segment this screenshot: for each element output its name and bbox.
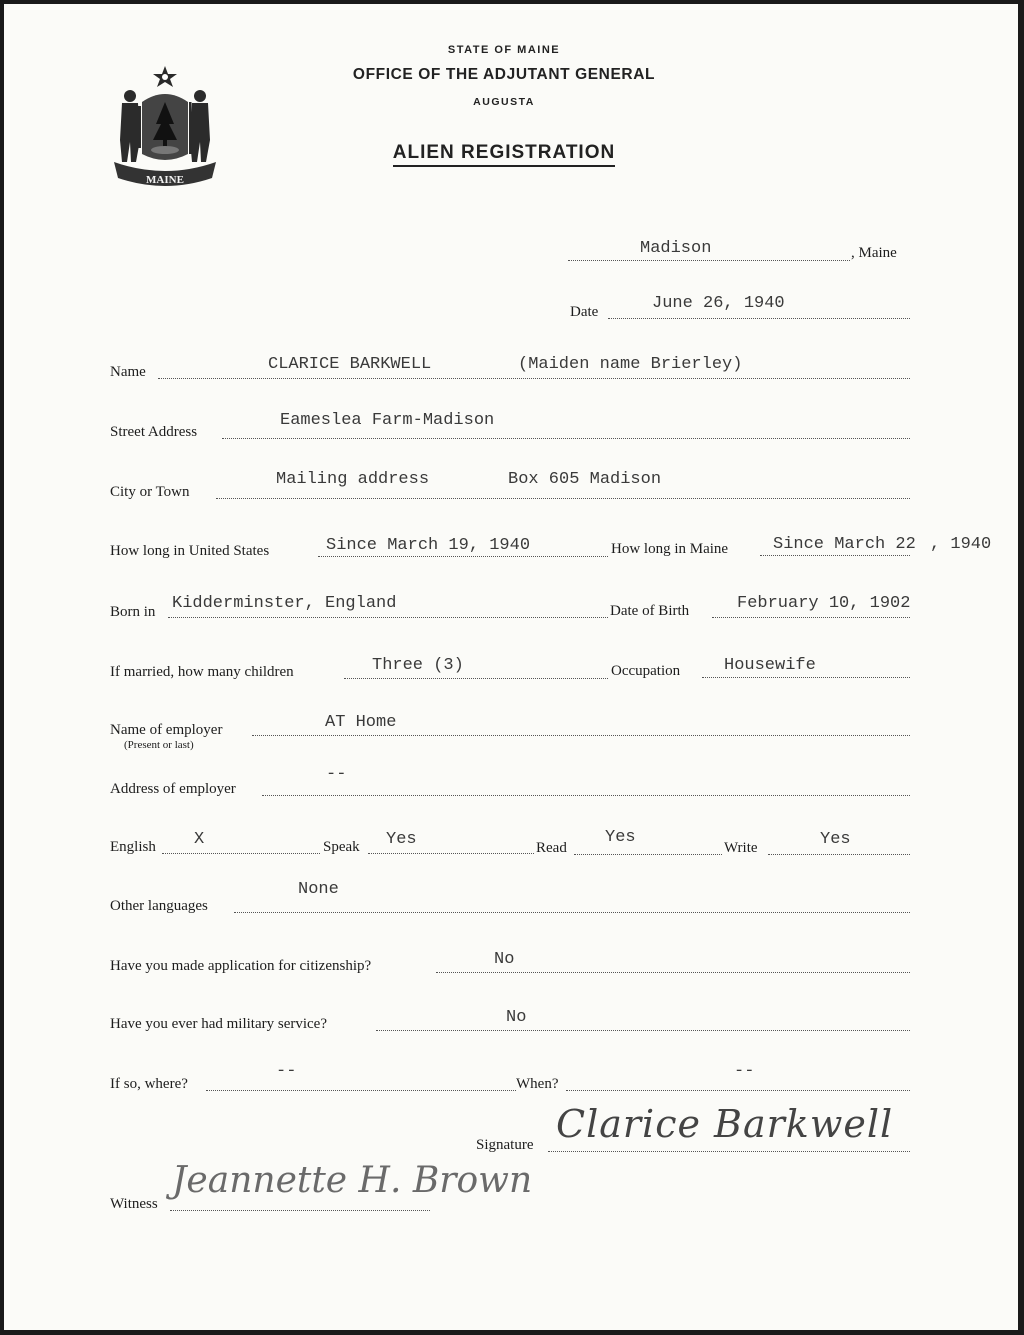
place-value: Madison (640, 239, 712, 258)
signature-value: Clarice Barkwell (556, 1102, 894, 1146)
read-value: Yes (605, 828, 636, 847)
signature-line (548, 1151, 910, 1152)
english-value: X (194, 830, 205, 849)
employer-sublabel: (Present or last) (124, 739, 194, 751)
born-value: Kidderminster, England (172, 594, 397, 613)
where-line (206, 1090, 516, 1091)
state-seal-logo (108, 62, 222, 192)
state-heading: STATE OF MAINE (447, 44, 561, 56)
read-label: Read (536, 840, 567, 856)
where-value: -- (276, 1062, 297, 1081)
born-label: Born in (110, 604, 156, 620)
speak-line (368, 853, 534, 854)
witness-value: Jeannette H. Brown (172, 1160, 533, 1201)
maiden-name-value: (Maiden name Brierley) (518, 355, 743, 374)
form-title: ALIEN REGISTRATION (0, 142, 1016, 164)
write-line (768, 854, 910, 855)
city-line (216, 498, 910, 499)
street-line (222, 438, 910, 439)
citizenship-label: Have you made application for citizenship? (110, 958, 372, 974)
when-value: -- (734, 1062, 755, 1081)
employer-value: AT Home (325, 713, 397, 732)
citizenship-line (436, 972, 910, 973)
city-label: City or Town (110, 484, 190, 500)
occupation-value: Housewife (724, 656, 816, 675)
other-languages-label: Other languages (110, 898, 208, 914)
witness-line (170, 1210, 430, 1211)
english-line (162, 853, 320, 854)
maine-stay-label: How long in Maine (611, 541, 729, 557)
place-suffix: , Maine (851, 245, 897, 261)
children-label: If married, how many children (110, 664, 294, 680)
speak-value: Yes (386, 830, 417, 849)
other-languages-line (234, 912, 910, 913)
date-label: Date (570, 304, 599, 320)
citizenship-value: No (494, 950, 515, 969)
street-label: Street Address (110, 424, 198, 440)
where-label: If so, where? (110, 1076, 188, 1092)
dob-label: Date of Birth (610, 603, 690, 619)
speak-label: Speak (323, 839, 360, 855)
military-line (376, 1030, 910, 1031)
employer-address-value: -- (326, 765, 347, 784)
place-line (568, 260, 850, 261)
military-label: Have you ever had military service? (110, 1016, 327, 1032)
employer-label: Name of employer (110, 722, 223, 738)
us-stay-value: Since March 19, 1940 (326, 536, 531, 555)
born-line (168, 617, 608, 618)
maine-stay-year: , 1940 (930, 535, 992, 554)
children-line (344, 678, 608, 679)
seal-banner-text: MAINE (146, 174, 184, 186)
dob-value: February 10, 1902 (737, 594, 911, 613)
name-value: CLARICE BARKWELL (268, 355, 432, 374)
military-value: No (506, 1008, 527, 1027)
other-languages-value: None (298, 880, 339, 899)
children-value: Three (3) (372, 656, 464, 675)
us-stay-label: How long in United States (110, 543, 270, 559)
when-line (566, 1090, 910, 1091)
city-heading: AUGUSTA (473, 96, 535, 108)
office-heading: OFFICE OF THE ADJUTANT GENERAL (352, 66, 656, 83)
date-value: June 26, 1940 (652, 294, 785, 313)
city-value: Mailing address (276, 470, 430, 489)
employer-line (252, 735, 910, 736)
signature-label: Signature (476, 1137, 534, 1153)
english-label: English (110, 839, 156, 855)
maine-stay-value: Since March 22 (773, 535, 916, 554)
maine-stay-line (760, 555, 910, 556)
read-line (574, 854, 722, 855)
when-label: When? (516, 1076, 559, 1092)
occupation-label: Occupation (611, 663, 681, 679)
employer-address-label: Address of employer (110, 781, 236, 797)
witness-label: Witness (110, 1196, 158, 1212)
write-value: Yes (820, 830, 851, 849)
write-label: Write (724, 840, 758, 856)
occupation-line (702, 677, 910, 678)
employer-address-line (262, 795, 910, 796)
name-label: Name (110, 364, 146, 380)
street-value: Eameslea Farm-Madison (280, 411, 495, 430)
city-value-2: Box 605 Madison (508, 470, 662, 489)
us-stay-line (318, 556, 608, 557)
date-line (608, 318, 910, 319)
name-line (158, 378, 910, 379)
dob-line (712, 617, 910, 618)
